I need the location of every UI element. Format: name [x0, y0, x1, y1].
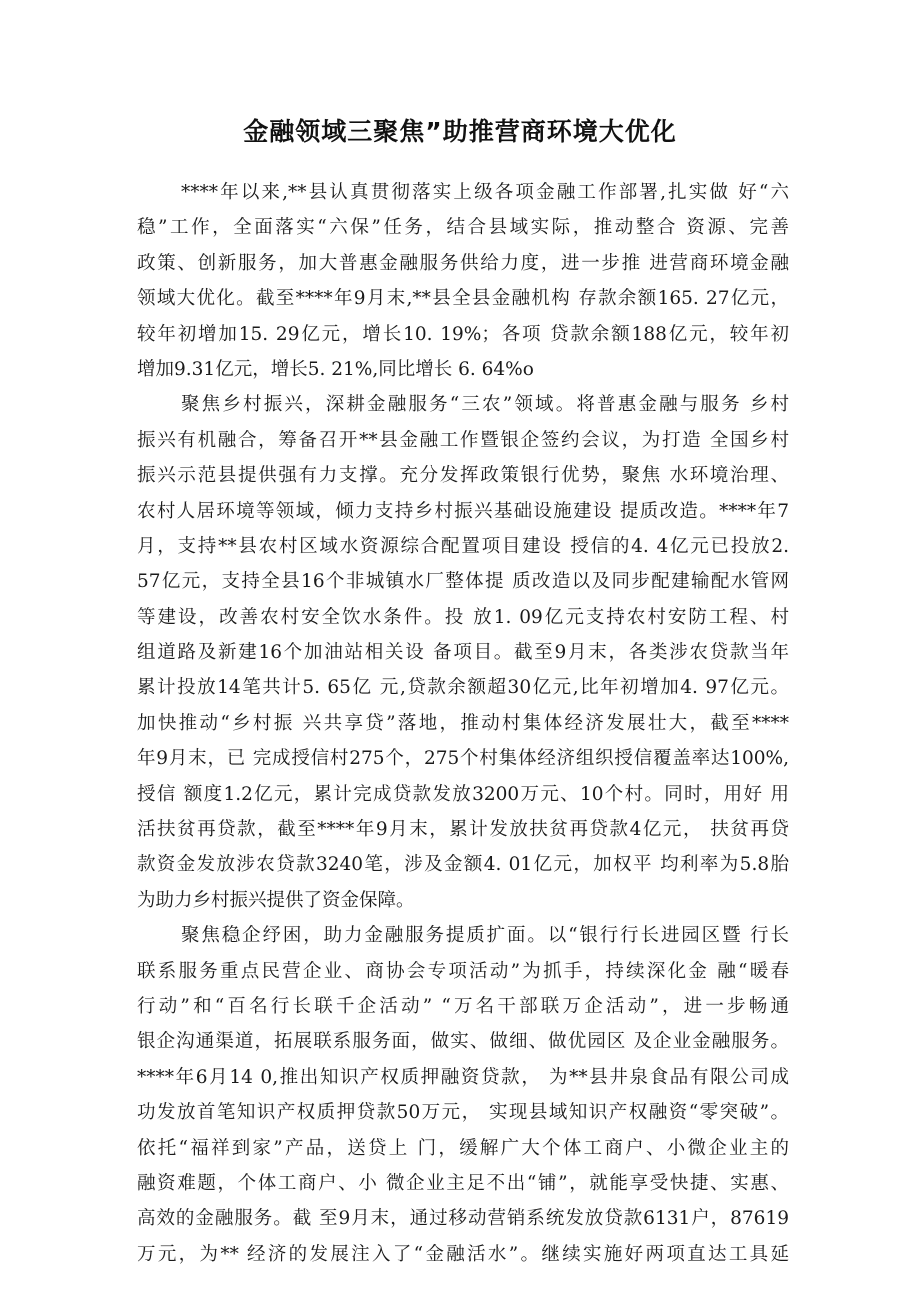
paragraph-line: 授信 额度1.2亿元，累计完成贷款发放3200万元、10个村。同时，用好 用 [137, 783, 789, 805]
paragraph-line: 加快推动“乡村振 兴共享贷”落地，推动村集体经济发展壮大，截至**** [137, 712, 789, 734]
document-title: 金融领域三聚焦”助推营商环境大优化 [243, 117, 677, 146]
paragraph-line: 行动”和“百名行长联千企活动” “万名干部联万企活动”，进一步畅通 [137, 995, 789, 1017]
paragraph-line: 组道路及新建16个加油站相关设 备项目。截至9月末，各类涉农贷款当年 [137, 642, 789, 664]
paragraph-3 [137, 918, 789, 1272]
paragraph-line: 万元，为** 经济的发展注入了“金融活水”。继续实施好两项直达工具延 [137, 1243, 789, 1265]
paragraph-line: 活扶贫再贷款，截至****年9月末，累计发放扶贫再贷款4亿元， 扶贫再贷 [137, 819, 789, 841]
paragraph-line: 较年初增加15. 29亿元，增长10. 19%；各项 贷款余额188亿元，较年初 [137, 323, 789, 345]
paragraph-line: 聚焦稳企纾困，助力金融服务提质扩面。以“银行行长进园区暨 行长 [181, 925, 789, 947]
paragraph-line: 振兴示范县提供强有力支撑。充分发挥政策银行优势，聚焦 水环境治理、 [137, 465, 789, 487]
paragraph-1 [137, 175, 789, 387]
paragraph-line: 累计投放14笔共计5. 65亿 元,贷款余额超30亿元,比年初增加4. 97亿元。 [137, 677, 789, 699]
paragraph-line: 聚焦乡村振兴，深耕金融服务“三农”领域。将普惠金融与服务 乡村 [181, 394, 789, 416]
paragraph-line: 银企沟通渠道，拓展联系服务面，做实、做细、做优园区 及企业金融服务。 [137, 1031, 789, 1053]
paragraph-line: 为助力乡村振兴提供了资金保障。 [137, 889, 415, 911]
document-body [137, 175, 789, 1272]
paragraph-line: 政策、创新服务，加大普惠金融服务供给力度，进一步推 进营商环境金融 [137, 252, 789, 274]
paragraph-line: 融资难题，个体工商户、小 微企业主足不出“铺”，就能享受快捷、实惠、 [137, 1172, 789, 1194]
paragraph-line: 年9月末，已 完成授信村275个，275个村集体经济组织授信覆盖率达100%, [137, 748, 789, 770]
paragraph-line: 稳”工作，全面落实“六保”任务，结合县域实际，推动整合 资源、完善 [137, 217, 789, 239]
paragraph-line: 领域大优化。截至****年9月末,**县全县金融机构 存款余额165. 27亿元， [137, 288, 789, 310]
paragraph-line: 农村人居环境等领域，倾力支持乡村振兴基础设施建设 提质改造。****年7 [137, 500, 789, 522]
paragraph-line: 增加9.31亿元，增长5. 21%,同比增长 6. 64%o [137, 358, 534, 380]
paragraph-line: ****年6月14 0,推出知识产权质押融资贷款， 为**县井泉食品有限公司成 [137, 1066, 789, 1088]
paragraph-line: 等建设，改善农村安全饮水条件。投 放1. 09亿元支持农村安防工程、村 [137, 606, 789, 628]
paragraph-line: 功发放首笔知识产权质押贷款50万元， 实现县域知识产权融资“零突破”。 [137, 1102, 789, 1124]
paragraph-line: ****年以来,**县认真贯彻落实上级各项金融工作部署,扎实做 好“六 [181, 182, 789, 203]
paragraph-line: 款资金发放涉农贷款3240笔，涉及金额4. 01亿元，加权平 均利率为5.8胎 [137, 854, 789, 876]
paragraph-line: 依托“福祥到家”产品，送贷上 门，缓解广大个体工商户、小微企业主的 [137, 1137, 789, 1159]
paragraph-2 [137, 387, 789, 918]
paragraph-line: 月，支持**县农村区域水资源综合配置项目建设 授信的4. 4亿元已投放2. [137, 535, 789, 557]
paragraph-line: 高效的金融服务。截 至9月末，通过移动营销系统发放贷款6131户，87619 [137, 1208, 789, 1230]
paragraph-line: 联系服务重点民营企业、商协会专项活动”为抓手，持续深化金 融“暖春 [137, 960, 789, 982]
paragraph-line: 振兴有机融合，筹备召开**县金融工作暨银企签约会议，为打造 全国乡村 [137, 429, 789, 451]
paragraph-line: 57亿元，支持全县16个非城镇水厂整体提 质改造以及同步配建输配水管网 [137, 571, 789, 593]
